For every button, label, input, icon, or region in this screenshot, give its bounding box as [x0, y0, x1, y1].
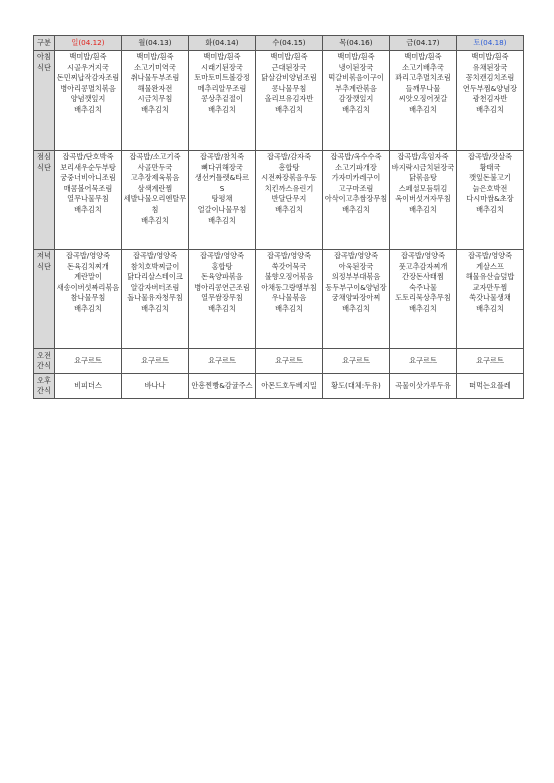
menu-item: 우나물볶음: [271, 293, 307, 303]
menu-item: 계란말이: [74, 272, 102, 282]
menu-item: 시전짜장볶음우동: [261, 173, 317, 183]
menu-item: 삼색계란찜: [137, 183, 173, 193]
menu-item: 배추김치: [74, 104, 102, 114]
menu-item: 잡곡밥/옥수수죽: [330, 152, 382, 161]
menu-item: 백미밥/흰죽: [337, 52, 375, 61]
menu-item: 사골만두국: [137, 162, 173, 172]
menu-item: 부추계란볶음: [335, 83, 377, 93]
menu-item: 배추김치: [409, 204, 437, 214]
header-row: [34, 36, 524, 51]
menu-cell-snack1-3: [256, 349, 323, 374]
menu-item: 세발나물오리엔탈무침: [123, 194, 187, 214]
menu-item: 쑥갓나물생채: [469, 293, 511, 303]
menu-item: 잡곡밥/영양죽: [132, 251, 178, 260]
menu-item: 요구르트: [74, 355, 102, 365]
menu-item: 꽁치캔김치조림: [465, 73, 515, 83]
menu-item: 배추김치: [409, 303, 437, 313]
menu-item: 곡물이삿가루두유: [395, 380, 451, 390]
meal-row-dinner: [34, 250, 524, 349]
menu-item: 보리새우순두부탕: [60, 162, 116, 172]
menu-item: 잡곡밥/영양죽: [266, 251, 312, 260]
menu-cell-snack2-3: [256, 374, 323, 399]
menu-item: 잡곡밥/소고기죽: [129, 152, 181, 161]
menu-item: 닭볶음탕: [409, 173, 437, 183]
menu-item: 돈육김치찌개: [67, 261, 109, 271]
menu-item: 열무나물무침: [67, 194, 109, 204]
menu-item: 배추김치: [208, 303, 236, 313]
menu-item: 소고기배추국: [402, 62, 444, 72]
day-header-tue: 화(04.14): [189, 36, 256, 51]
menu-cell-dinner-0: [55, 250, 122, 349]
menu-item: 돌나물유자청무침: [127, 293, 183, 303]
row-label-line: 식단: [37, 162, 51, 172]
day-header-sat: 토(04.18): [457, 36, 524, 51]
menu-item: 풋고추감자찌개: [398, 261, 448, 271]
menu-item: 교자만두찜: [472, 282, 508, 292]
menu-item: 배추김치: [208, 104, 236, 114]
menu-item: 잡곡밥/영양죽: [400, 251, 446, 260]
menu-cell-breakfast-4: [323, 51, 390, 151]
menu-item: 옥이버섯겨자무침: [395, 194, 451, 204]
menu-cell-snack1-0: [55, 349, 122, 374]
menu-item: 취나물두부조림: [130, 73, 180, 83]
menu-item: 배추김치: [141, 215, 169, 225]
menu-item: 요구르트: [409, 355, 437, 365]
menu-item: 배추김치: [409, 104, 437, 114]
menu-item: 백미밥/흰죽: [270, 52, 308, 61]
menu-item: 아삭이고추쌈장무침: [324, 194, 388, 204]
menu-item: 요구르트: [208, 355, 236, 365]
row-label-line: 식단: [37, 62, 51, 72]
menu-cell-breakfast-3: [256, 51, 323, 151]
day-header-wed: 수(04.15): [256, 36, 323, 51]
menu-item: 요구르트: [141, 355, 169, 365]
row-label-line: 간식: [37, 386, 51, 395]
menu-item: 바나나: [144, 380, 166, 390]
menu-item: 늙은호박전: [472, 183, 508, 193]
menu-item: 떠먹는요플레: [469, 380, 511, 390]
meal-row-lunch: [34, 151, 524, 250]
menu-cell-dinner-5: [390, 250, 457, 349]
row-label-line: 점심: [37, 152, 51, 161]
menu-item: 잡곡밥/잣살죽: [467, 152, 513, 161]
menu-cell-snack1-4: [323, 349, 390, 374]
menu-item: 병아리콩연근조림: [194, 282, 250, 292]
menu-item: 배추김치: [476, 104, 504, 114]
menu-item: 배추김치: [476, 303, 504, 313]
menu-item: 돈민찌납작감자조림: [56, 73, 120, 83]
menu-cell-breakfast-5: [390, 51, 457, 151]
menu-item: 배추김치: [275, 104, 303, 114]
menu-item: 돈육양파볶음: [201, 272, 243, 282]
menu-item: 백미밥/흰죽: [69, 52, 107, 61]
menu-item: 콩상추겉절이: [201, 94, 243, 104]
menu-cell-breakfast-1: [122, 51, 189, 151]
menu-item: 깻잎돈불고기: [469, 173, 511, 183]
menu-item: 고추장제육볶음: [130, 173, 180, 183]
row-label-breakfast: [34, 51, 55, 151]
menu-cell-lunch-4: [323, 151, 390, 250]
menu-item: 치킨까스유린기: [264, 183, 314, 193]
menu-item: 배추김치: [275, 303, 303, 313]
menu-item: 비피더스: [74, 380, 102, 390]
menu-item: 간장돈사태찜: [402, 272, 444, 282]
menu-item: 배추김치: [342, 204, 370, 214]
menu-item: 백미밥/흰죽: [203, 52, 241, 61]
header-label: 구분: [34, 36, 55, 51]
menu-cell-lunch-5: [390, 151, 457, 250]
menu-item: 시골우거지국: [67, 62, 109, 72]
menu-item: 배추김치: [208, 215, 236, 225]
menu-cell-snack2-4: [323, 374, 390, 399]
menu-item: 잡곡밥/영양죽: [467, 251, 513, 260]
menu-item: 안흥찐빵&감귤주스: [191, 380, 253, 390]
row-label-line: 오후: [37, 375, 51, 385]
meal-row-snack1: [34, 349, 524, 374]
menu-cell-snack2-5: [390, 374, 457, 399]
menu-item: 콩나물무침: [271, 83, 307, 93]
menu-item: 닭살감비양념조림: [261, 73, 317, 83]
menu-item: 배추김치: [74, 204, 102, 214]
row-label-line: 아침: [37, 52, 51, 61]
menu-item: S: [219, 183, 225, 193]
menu-cell-lunch-3: [256, 151, 323, 250]
menu-item: 메추리알무조림: [197, 83, 247, 93]
menu-item: 고구마조림: [338, 183, 374, 193]
menu-item: 잡곡밥/영양죽: [333, 251, 379, 260]
menu-cell-breakfast-2: [189, 51, 256, 151]
weekly-menu-table: [33, 35, 524, 399]
menu-cell-dinner-1: [122, 250, 189, 349]
menu-item: 시금치무침: [137, 94, 173, 104]
meal-row-snack2: [34, 374, 524, 399]
menu-cell-snack2-1: [122, 374, 189, 399]
menu-item: 동두부구이&양념장: [325, 282, 387, 292]
menu-item: 잡곡밥/영양죽: [199, 251, 245, 260]
menu-item: 요구르트: [476, 355, 504, 365]
menu-item: 흥합탕: [278, 162, 300, 172]
menu-item: 해물완자전: [137, 83, 173, 93]
menu-item: 황도(대체:두유): [331, 380, 381, 390]
day-header-thu: 목(04.16): [323, 36, 390, 51]
menu-item: 해물유산슬덮밥: [465, 272, 515, 282]
menu-cell-breakfast-6: [457, 51, 524, 151]
row-label-dinner: [34, 250, 55, 349]
menu-item: 소고기미역국: [134, 62, 176, 72]
menu-cell-snack1-2: [189, 349, 256, 374]
menu-item: 아채동그랑땡부침: [261, 282, 317, 292]
menu-item: 잡곡밥/참치죽: [199, 152, 245, 161]
menu-cell-snack2-2: [189, 374, 256, 399]
menu-item: 연두부찜&양념장: [462, 83, 518, 93]
menu-cell-dinner-6: [457, 250, 524, 349]
menu-item: 아욱된장국: [338, 261, 374, 271]
row-label-line: 저녁: [37, 251, 51, 260]
menu-item: 광천김자반: [472, 94, 508, 104]
menu-item: 배추김치: [342, 303, 370, 313]
menu-cell-lunch-1: [122, 151, 189, 250]
menu-item: 의정부부대볶음: [331, 272, 381, 282]
menu-item: 숙주나물: [409, 282, 437, 292]
row-label-snack2: [34, 374, 55, 399]
menu-item: 바지락시금치된장국: [391, 162, 455, 172]
menu-item: 생선커틀렛&타르: [194, 173, 250, 183]
menu-item: 탕평채: [211, 194, 233, 204]
row-label-line: 식단: [37, 261, 51, 271]
menu-item: 배추김치: [342, 104, 370, 114]
menu-item: 참치호박찌글이: [130, 261, 180, 271]
menu-item: 열무쌈장무침: [201, 293, 243, 303]
row-label-line: 간식: [37, 361, 51, 370]
menu-item: 다시마쌈&초장: [466, 194, 514, 204]
menu-item: 불향오징어볶음: [264, 272, 314, 282]
menu-item: 요구르트: [342, 355, 370, 365]
menu-item: 근대된장국: [271, 62, 307, 72]
menu-item: 새송이버섯짜리볶음: [56, 282, 120, 292]
menu-item: 궁중너비아니조림: [60, 173, 116, 183]
menu-item: 반달단무지: [271, 194, 307, 204]
menu-item: 배추김치: [141, 104, 169, 114]
menu-cell-snack2-6: [457, 374, 524, 399]
menu-item: 아몬드호두베지밀: [261, 380, 317, 390]
menu-item: 요구르트: [275, 355, 303, 365]
menu-item: 뼈다귀해장국: [201, 162, 243, 172]
menu-item: 떡갈비볶음이구이: [328, 73, 384, 83]
menu-item: 감장깻잎지: [338, 94, 374, 104]
menu-item: 씨앗오징어젓갈: [398, 94, 448, 104]
menu-cell-breakfast-0: [55, 51, 122, 151]
menu-cell-lunch-2: [189, 151, 256, 250]
menu-item: 배추김치: [74, 303, 102, 313]
menu-item: 참나물무침: [70, 293, 106, 303]
day-header-fri: 금(04.17): [390, 36, 457, 51]
menu-item: 홍합탕: [211, 261, 233, 271]
menu-item: 배추김치: [476, 204, 504, 214]
menu-item: 쑥갓어묵국: [271, 261, 307, 271]
menu-item: 꽈리고추멸치조림: [395, 73, 451, 83]
menu-item: 토마토미트볼강정: [194, 73, 250, 83]
menu-item: 들깨무나물: [405, 83, 441, 93]
menu-item: 닭다리살스테이크: [127, 272, 183, 282]
menu-item: 잡곡밥/영양죽: [65, 251, 111, 260]
menu-item: 병아리콩멸치볶음: [60, 83, 116, 93]
menu-item: 게살스프: [476, 261, 504, 271]
menu-item: 스페셜모듬튀김: [398, 183, 448, 193]
menu-item: 도토리묵상추무침: [395, 293, 451, 303]
menu-item: 백미밥/흰죽: [136, 52, 174, 61]
menu-item: 백미밥/흰죽: [404, 52, 442, 61]
menu-cell-dinner-4: [323, 250, 390, 349]
row-label-line: 오전: [37, 350, 51, 360]
row-label-snack1: [34, 349, 55, 374]
menu-item: 백미밥/흰죽: [471, 52, 509, 61]
menu-cell-lunch-0: [55, 151, 122, 250]
menu-item: 얼갈이나물무침: [197, 204, 247, 214]
menu-item: 잡곡밥/단호박죽: [62, 152, 114, 161]
menu-item: 시래기된장국: [201, 62, 243, 72]
menu-item: 소고기파개장: [335, 162, 377, 172]
menu-item: 알감자버터조림: [130, 282, 180, 292]
menu-item: 배추김치: [275, 204, 303, 214]
day-header-sun: 일(04.12): [55, 36, 122, 51]
menu-item: 양념깻잎지: [70, 94, 106, 104]
meal-row-breakfast: [34, 51, 524, 151]
menu-item: 가자미카레구이: [331, 173, 381, 183]
menu-item: 올리브유김자반: [264, 94, 314, 104]
row-label-lunch: [34, 151, 55, 250]
menu-item: 궁채양파장아찌: [331, 293, 381, 303]
menu-cell-snack1-1: [122, 349, 189, 374]
menu-item: 잡곡밥/감자죽: [266, 152, 312, 161]
menu-item: 매콤볼어묵조림: [63, 183, 113, 193]
menu-item: 배추김치: [141, 303, 169, 313]
menu-cell-lunch-6: [457, 151, 524, 250]
menu-cell-dinner-2: [189, 250, 256, 349]
menu-item: 황태국: [479, 162, 501, 172]
day-header-mon: 월(04.13): [122, 36, 189, 51]
menu-cell-snack2-0: [55, 374, 122, 399]
menu-item: 냉이된장국: [338, 62, 374, 72]
menu-item: 잡곡밥/흑임자죽: [397, 152, 449, 161]
menu-item: 유채된장국: [472, 62, 508, 72]
menu-cell-dinner-3: [256, 250, 323, 349]
menu-cell-snack1-6: [457, 349, 524, 374]
menu-cell-snack1-5: [390, 349, 457, 374]
